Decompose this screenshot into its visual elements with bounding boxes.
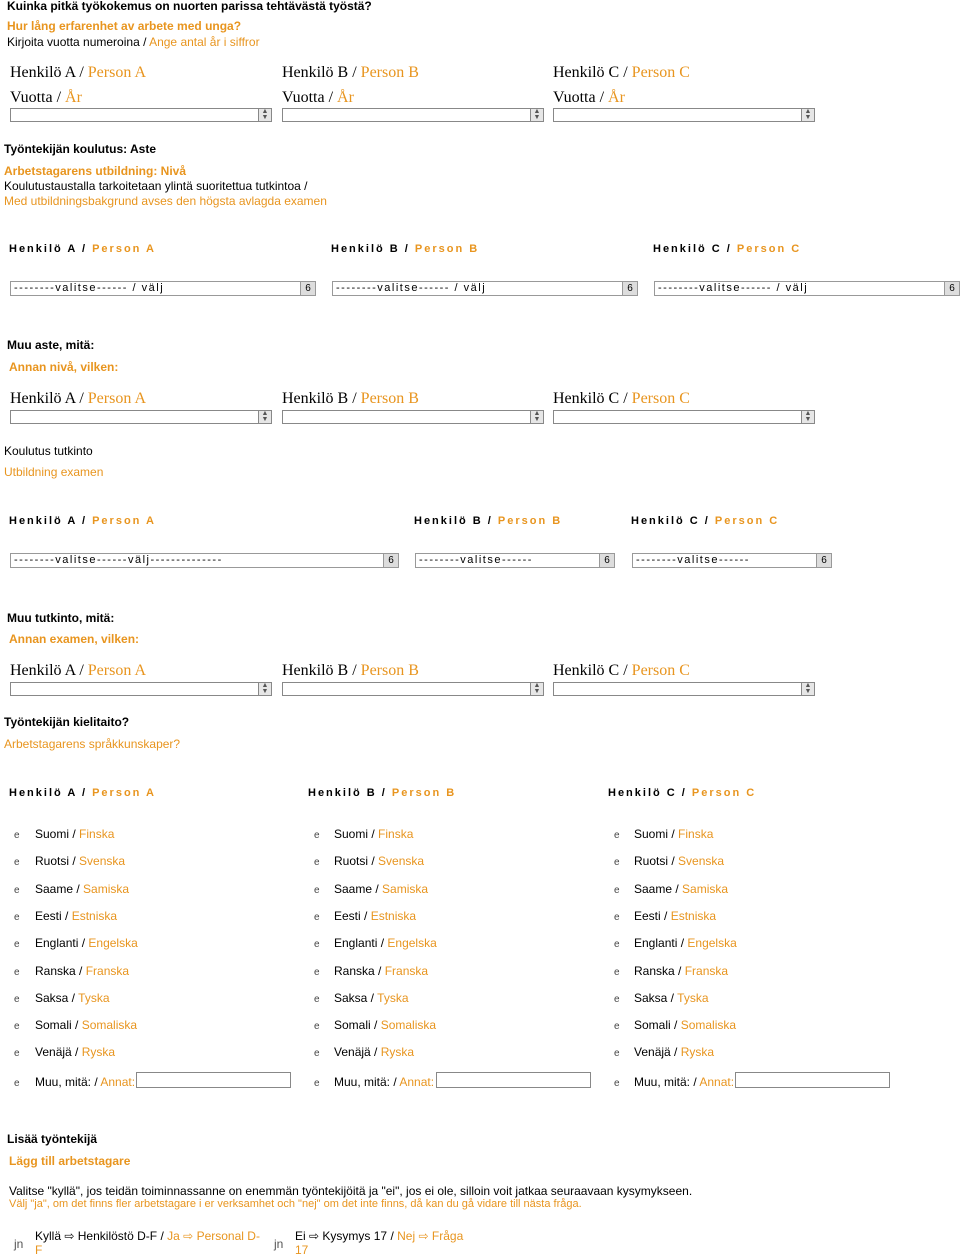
add-note: Valitse "kyllä", jos teidän toiminnassanne on enemmän työntekijöitä ja "ei", jos ei ole, silloin voit jatkaa seuraavaan kysymykseen. xyxy=(9,1184,693,1198)
other-lang-label-c: Muu, mitä: / Annat: xyxy=(634,1075,735,1089)
language-label-sv: Franska xyxy=(684,963,729,978)
language-label xyxy=(634,854,724,868)
other-degree-input-a[interactable] xyxy=(10,682,258,696)
other-lang-label-b: Muu, mitä: / Annat: xyxy=(334,1075,435,1089)
checkbox-lang-1-a[interactable]: e xyxy=(14,857,20,869)
language-label-sv: Somaliska xyxy=(380,1018,437,1033)
checkbox-lang-1-c[interactable]: e xyxy=(614,857,620,869)
person-a-header: Henkilö A / Person A xyxy=(10,64,147,81)
years-scroll-c[interactable]: ▲ ▼ xyxy=(801,108,815,122)
language-label-fi: Ruotsi / xyxy=(35,854,76,869)
years-label-c: Vuotta / År xyxy=(553,89,625,106)
checkbox-lang-6-c[interactable]: e xyxy=(614,993,620,1005)
edu-title: Työntekijän koulutus: Aste xyxy=(4,142,157,156)
degree-person-c: Henkilö C / Person C xyxy=(631,515,780,527)
other-level-scroll-b[interactable]: ▲ ▼ xyxy=(530,410,544,424)
language-label-sv: Engelska xyxy=(88,936,138,951)
checkbox-lang-3-a[interactable]: e xyxy=(14,911,20,923)
degree-select-a[interactable]: --------valitse------välj-------------- 6 xyxy=(10,553,399,568)
other-level-scroll-c[interactable]: ▲ ▼ xyxy=(801,410,815,424)
language-label xyxy=(334,964,428,978)
language-label-sv: Somaliska xyxy=(81,1018,138,1033)
dropdown-arrow-icon: 6 xyxy=(816,554,831,567)
language-label-fi: Venäjä / xyxy=(334,1045,378,1060)
q1-note: Kirjoita vuotta numeroina / Ange antal år i siffror xyxy=(7,35,260,49)
years-input-c[interactable] xyxy=(553,108,801,122)
edu-person-c: Henkilö C / Person C xyxy=(653,243,802,255)
other-level-person-c: Henkilö C / Person C xyxy=(553,390,690,407)
language-label xyxy=(334,1018,436,1032)
language-label-sv: Franska xyxy=(85,963,130,978)
other-degree-scroll-a[interactable]: ▲ ▼ xyxy=(258,682,272,696)
checkbox-lang-7-b[interactable]: e xyxy=(314,1021,320,1033)
language-label-sv: Estniska xyxy=(370,908,417,923)
q1-title: Kuinka pitkä työkokemus on nuorten parissa tehtävästä työstä? xyxy=(7,0,372,13)
checkbox-lang-7-a[interactable]: e xyxy=(14,1021,20,1033)
checkbox-lang-4-b[interactable]: e xyxy=(314,939,320,951)
language-label-fi: Somali / xyxy=(634,1018,678,1033)
edu-title-sv: Arbetstagarens utbildning: Nivå xyxy=(4,164,187,178)
language-label-sv: Tyska xyxy=(78,990,110,1005)
other-degree-title-sv: Annan examen, vilken: xyxy=(9,632,140,646)
checkbox-lang-6-a[interactable]: e xyxy=(14,993,20,1005)
edu-note-sv: Med utbildningsbakgrund avses den högsta avlagda examen xyxy=(4,194,327,208)
language-label-fi: Somali / xyxy=(35,1018,79,1033)
lang-person-c: Henkilö C / Person C xyxy=(608,787,757,799)
language-label-sv: Tyska xyxy=(377,990,409,1005)
language-label xyxy=(334,909,416,923)
language-label-fi: Ruotsi / xyxy=(634,854,675,869)
checkbox-lang-3-b[interactable]: e xyxy=(314,911,320,923)
dropdown-arrow-icon: 6 xyxy=(599,554,614,567)
language-label-sv: Estniska xyxy=(670,908,717,923)
language-label xyxy=(35,1045,115,1059)
language-label xyxy=(634,827,713,841)
language-label-fi: Englanti / xyxy=(634,936,685,951)
checkbox-lang-3-c[interactable]: e xyxy=(614,911,620,923)
language-label-fi: Suomi / xyxy=(334,827,375,841)
person-b-header: Henkilö B / Person B xyxy=(282,64,419,81)
checkbox-lang-1-b[interactable]: e xyxy=(314,857,320,869)
language-label-fi: Saame / xyxy=(334,881,379,896)
language-label-fi: Ranska / xyxy=(634,963,682,978)
add-title-sv: Lägg till arbetstagare xyxy=(9,1154,131,1168)
checkbox-other-lang-b[interactable]: e xyxy=(314,1078,320,1089)
checkbox-lang-5-c[interactable]: e xyxy=(614,966,620,978)
degree-select-b[interactable]: --------valitse------ 6 xyxy=(415,553,615,568)
language-label xyxy=(334,1045,414,1059)
years-label-b: Vuotta / År xyxy=(282,89,354,106)
language-label-sv: Estniska xyxy=(71,908,118,923)
language-label-fi: Englanti / xyxy=(35,936,86,951)
checkbox-lang-2-b[interactable]: e xyxy=(314,884,320,896)
other-level-input-b[interactable] xyxy=(282,410,530,424)
q1-title-sv: Hur lång erfarenhet av arbete med unga? xyxy=(7,19,242,33)
other-lang-input-b[interactable] xyxy=(436,1072,591,1088)
radio-yes[interactable]: jn xyxy=(14,1237,24,1251)
language-label xyxy=(35,991,110,1005)
degree-select-c[interactable]: --------valitse------ 6 xyxy=(632,553,832,568)
other-level-title: Muu aste, mitä: xyxy=(7,338,95,352)
other-degree-input-c[interactable] xyxy=(553,682,801,696)
checkbox-lang-4-c[interactable]: e xyxy=(614,939,620,951)
language-label xyxy=(35,827,114,841)
language-label-sv: Ryska xyxy=(380,1045,415,1060)
arrow-right-icon: ⇨ xyxy=(64,1229,75,1243)
other-degree-person-b: Henkilö B / Person B xyxy=(282,662,419,679)
checkbox-lang-7-c[interactable]: e xyxy=(614,1021,620,1033)
edu-note: Koulutustaustalla tarkoitetaan ylintä suoritettua tutkintoa / xyxy=(4,179,308,193)
language-label-fi: Saksa / xyxy=(35,990,76,1005)
dropdown-arrow-icon: 6 xyxy=(944,282,959,295)
checkbox-lang-8-c[interactable]: e xyxy=(614,1048,620,1060)
other-degree-person-c: Henkilö C / Person C xyxy=(553,662,690,679)
language-label xyxy=(35,936,138,950)
person-c-header: Henkilö C / Person C xyxy=(553,64,690,81)
language-label-sv: Finska xyxy=(678,827,714,841)
checkbox-lang-2-a[interactable]: e xyxy=(14,884,20,896)
language-label xyxy=(35,882,129,896)
arrow-right-icon: ⇨ xyxy=(309,1229,320,1243)
lang-person-b: Henkilö B / Person B xyxy=(308,787,457,799)
language-label-fi: Suomi / xyxy=(35,827,76,841)
edu-person-b: Henkilö B / Person B xyxy=(331,243,480,255)
checkbox-lang-0-c[interactable]: e xyxy=(614,830,620,841)
language-label-sv: Engelska xyxy=(687,936,737,951)
other-degree-title: Muu tutkinto, mitä: xyxy=(7,611,115,625)
other-lang-input-a[interactable] xyxy=(136,1072,291,1088)
dropdown-arrow-icon: 6 xyxy=(622,282,637,295)
language-label-sv: Ryska xyxy=(81,1045,116,1060)
edu-select-a[interactable]: --------valitse------ / välj 6 xyxy=(10,281,316,296)
language-label-sv: Finska xyxy=(79,827,115,841)
other-level-input-a[interactable] xyxy=(10,410,258,424)
language-label-sv: Svenska xyxy=(79,854,126,869)
checkbox-lang-5-b[interactable]: e xyxy=(314,966,320,978)
checkbox-lang-8-b[interactable]: e xyxy=(314,1048,320,1060)
language-label-fi: Venäjä / xyxy=(634,1045,678,1060)
checkbox-lang-0-a[interactable]: e xyxy=(14,830,20,841)
language-label xyxy=(634,964,728,978)
degree-person-a: Henkilö A / Person A xyxy=(9,515,156,527)
no-option-label: Ei ⇨ Kysymys 17 / Nej ⇨ Fråga 17 xyxy=(295,1229,464,1257)
checkbox-lang-5-a[interactable]: e xyxy=(14,966,20,978)
language-label-fi: Venäjä / xyxy=(35,1045,79,1060)
language-label-sv: Samiska xyxy=(382,881,429,896)
degree-title-sv: Utbildning examen xyxy=(4,465,104,479)
language-label xyxy=(634,1018,736,1032)
language-label-fi: Saksa / xyxy=(334,990,375,1005)
language-label xyxy=(35,854,125,868)
edu-select-b[interactable]: --------valitse------ / välj 6 xyxy=(332,281,638,296)
checkbox-lang-0-b[interactable]: e xyxy=(314,830,320,841)
checkbox-lang-8-a[interactable]: e xyxy=(14,1048,20,1060)
language-label xyxy=(334,882,428,896)
lang-title: Työntekijän kielitaito? xyxy=(4,715,130,729)
checkbox-lang-2-c[interactable]: e xyxy=(614,884,620,896)
edu-select-c[interactable]: --------valitse------ / välj 6 xyxy=(654,281,960,296)
other-degree-input-b[interactable] xyxy=(282,682,530,696)
language-label xyxy=(634,909,716,923)
language-label-sv: Somaliska xyxy=(680,1018,737,1033)
language-label xyxy=(35,909,117,923)
language-label xyxy=(35,1018,137,1032)
language-label xyxy=(634,1045,714,1059)
language-label-fi: Eesti / xyxy=(35,908,69,923)
language-label xyxy=(634,882,728,896)
language-label-sv: Engelska xyxy=(387,936,437,951)
language-label-sv: Tyska xyxy=(677,990,709,1005)
years-scroll-a[interactable]: ▲ ▼ xyxy=(258,108,272,122)
other-level-title-sv: Annan nivå, vilken: xyxy=(9,360,119,374)
language-label-sv: Samiska xyxy=(682,881,729,896)
lang-person-a: Henkilö A / Person A xyxy=(9,787,156,799)
language-label-sv: Ryska xyxy=(680,1045,715,1060)
checkbox-lang-4-a[interactable]: e xyxy=(14,939,20,951)
language-label xyxy=(334,827,413,841)
language-label-sv: Finska xyxy=(378,827,414,841)
language-label-fi: Englanti / xyxy=(334,936,385,951)
language-label-sv: Svenska xyxy=(378,854,425,869)
years-input-a[interactable] xyxy=(10,108,258,122)
years-label-a: Vuotta / År xyxy=(10,89,82,106)
add-title: Lisää työntekijä xyxy=(7,1132,98,1146)
other-lang-input-c[interactable] xyxy=(735,1072,890,1088)
language-label-sv: Franska xyxy=(384,963,429,978)
language-label-fi: Eesti / xyxy=(634,908,668,923)
other-degree-person-a: Henkilö A / Person A xyxy=(10,662,147,679)
language-label-sv: Svenska xyxy=(678,854,725,869)
other-level-input-c[interactable] xyxy=(553,410,801,424)
yes-option-label: Kyllä ⇨ Henkilöstö D-F / Ja ⇨ Personal D- F xyxy=(35,1229,260,1257)
other-degree-scroll-c[interactable]: ▲ ▼ xyxy=(801,682,815,696)
edu-person-a: Henkilö A / Person A xyxy=(9,243,156,255)
language-label xyxy=(334,991,409,1005)
other-lang-label-a: Muu, mitä: / Annat: xyxy=(35,1075,136,1089)
language-label-fi: Eesti / xyxy=(334,908,368,923)
years-input-b[interactable] xyxy=(282,108,530,122)
language-label xyxy=(35,964,129,978)
checkbox-other-lang-c[interactable]: e xyxy=(614,1078,620,1089)
language-label-fi: Somali / xyxy=(334,1018,378,1033)
arrow-right-icon: ⇨ xyxy=(418,1229,429,1243)
other-level-person-b: Henkilö B / Person B xyxy=(282,390,419,407)
years-scroll-b[interactable]: ▲ ▼ xyxy=(530,108,544,122)
language-label-fi: Suomi / xyxy=(634,827,675,841)
language-label-sv: Samiska xyxy=(83,881,130,896)
language-label-fi: Ranska / xyxy=(334,963,382,978)
language-label xyxy=(334,936,437,950)
dropdown-arrow-icon: 6 xyxy=(383,554,398,567)
arrow-right-icon: ⇨ xyxy=(183,1229,194,1243)
language-label-fi: Ranska / xyxy=(35,963,83,978)
degree-title: Koulutus tutkinto xyxy=(4,444,93,458)
degree-person-b: Henkilö B / Person B xyxy=(414,515,563,527)
language-label xyxy=(634,991,709,1005)
other-level-person-a: Henkilö A / Person A xyxy=(10,390,147,407)
radio-no[interactable]: jn xyxy=(274,1237,284,1251)
language-label-fi: Saame / xyxy=(35,881,80,896)
checkbox-other-lang-a[interactable]: e xyxy=(14,1078,20,1089)
other-degree-scroll-b[interactable]: ▲ ▼ xyxy=(530,682,544,696)
lang-title-sv: Arbetstagarens språkkunskaper? xyxy=(4,737,181,751)
checkbox-lang-6-b[interactable]: e xyxy=(314,993,320,1005)
add-note-sv: Välj "ja", om det finns fler arbetstagare i er verksamhet och "nej" om det inte finns, då kan du gå vidare till nästa fråga. xyxy=(9,1198,582,1210)
language-label xyxy=(634,936,737,950)
language-label xyxy=(334,854,424,868)
language-label-fi: Ruotsi / xyxy=(334,854,375,869)
language-label-fi: Saame / xyxy=(634,881,679,896)
other-level-scroll-a[interactable]: ▲ ▼ xyxy=(258,410,272,424)
dropdown-arrow-icon: 6 xyxy=(300,282,315,295)
language-label-fi: Saksa / xyxy=(634,990,675,1005)
